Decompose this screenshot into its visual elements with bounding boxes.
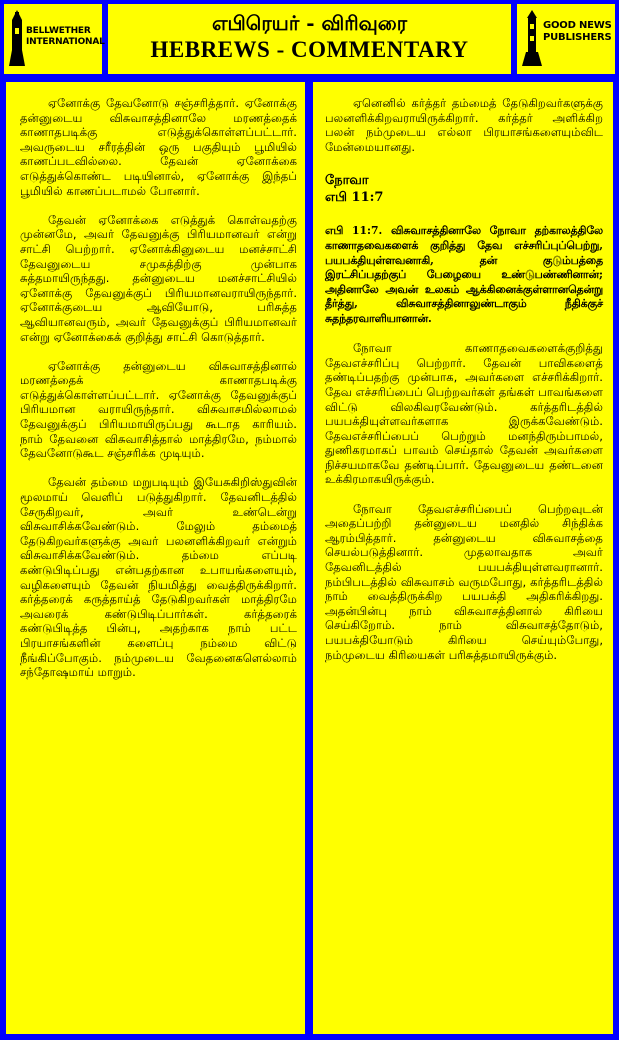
section-heading-name: நோவா [325,173,369,189]
title-english: HEBREWS - COMMENTARY [150,37,469,62]
paragraph: நோவா தேவஎச்சரிப்பைப் பெற்றவுடன் அதைப்பற்றி தன்னுடைய மனதில் சிந்திக்க ஆரம்பித்தார். தன்னுடைய விசுவாசத்தை செயல்படுத்தினார். முதலாவதாக அவர் தேவனிடத்தில் பயபக்தியுள்ளவரானார். நம்பிபடத்தில் விசுவாசம் வருமபோது, கர்த்தரிடத்தில் நாம் வைத்திருக்கிற பயபக்தி அதிகரிக்கிறது. அதன்பின்பு நாம் விசுவாசத்தினால் கிரியை செய்கிறோம். நாம் விசுவாசத்தோடும், பயபக்தியோடும் கிரியை செய்யும்போது, நம்முடைய கிரியைகள் பரிசுத்தமாயிருக்கும். [325,501,603,662]
bell-tower-icon [6,10,28,66]
scripture-verse: எபி 11:7. விசுவாசத்தினாலே நோவா தற்காலத்திலே காணாதவைகளைக் குறித்து தேவ எச்சரிப்புப்பெற்று, பயபக்தியுள்ளவனாகி, தன் குடும்பத்தை இரட்சிப்பதற்குப் பேழையை உண்டுபண்ணினான்; அதினாலே அவன் உலகம் ஆக்கினைக்குள்ளானதென்று தீர்த்து, விசுவாசத்தினாலுண்டாகும் நீதிக்குச் சுதந்தரவாளியானான். [325,224,603,325]
left-column [6,82,305,1034]
lighthouse-icon [520,10,544,66]
good-news-logo-text: GOOD NEWS PUBLISHERS [543,20,612,43]
section-heading-reference: எபி 11:7 [325,190,384,206]
title-box [108,4,511,74]
title-tamil: எபிரெயர் - விரிவுரை [211,11,408,35]
paragraph: தேவன் தம்மை மறுபடியும் இயேசுகிறிஸ்துவின் மூலமாய் வெளிப் படுத்துகிறார். தேவனிடத்தில் சேருகிறவர், அவர் உண்டென்று விசுவாசிக்கவேண்டும். மேலும் தம்மைத் தேடுகிறவர்களுக்கு அவர் பலனளிக்கிறவர் என்றும் விசுவாசிக்கவேண்டும். தம்மை எப்படி கண்டுபிடிப்பது என்பதற்கான உபாயங்களையும், வழிகளையும் தேவன் நியமித்து வைத்திருக்கிறார். கர்த்தரைக் கருத்தாய்த் தேடுகிறவர்கள் மாத்திரமே அவரைக் கண்டுபிடிப்பார்கள். கர்த்தரைக் கண்டுபிடித்த பின்பு, அதற்காக நாம் பட்ட பிரயாசங்களின் களைப்பு நம்மை விட்டு நீங்கிப்போகும். நம்முடைய வேதனைகளெல்லாம் சந்தோஷமாய் மாறும். [20,475,297,680]
section-heading [325,172,603,206]
header [0,0,619,78]
bellwether-logo [4,4,105,74]
bellwether-logo-text: BELLWETHER INTERNATIONAL [26,26,105,47]
right-column [313,82,613,1034]
paragraph: நோவா காணாதவைகளைக்குறித்து தேவஎச்சரிப்பு பெற்றார். தேவன் பாவிகளைத் தண்டிப்பதற்கு முன்பாக, அவர்களை எச்சரிக்கிறார். தேவ எச்சரிப்பைப் பெற்றவர்கள் தங்கள் பாவங்களை விட்டு விலகிவரவேண்டும். கர்த்தரிடத்தில் பயபக்தியுள்ளவர்களாக இருக்கவேண்டும். தேவஎச்சரிப்பைப் பெற்றும் மனந்திரும்பாமல், துணிகரமாகப் பாவம் செய்தால் தேவன் அவர்களை நிச்சயமாகவே தண்டிப்பார். தேவனுடைய தண்டனை உக்கிரமாகயிருக்கும். [325,341,603,487]
good-news-logo [517,4,615,74]
paragraph: ஏனோக்கு தன்னுடைய விசுவாசத்தினால் மரணத்தைக் காணாதபடிக்கு எடுத்துக்கொள்ளப்பட்டார். ஏனோக்கு தேவனுக்குப் பிரியமான வராயிருந்தார். விசுவாசமில்லாமல் தேவனுக்குப் பிரியமாயிருப்பது கூடாத காரியம். நாம் தேவனை விசுவாசித்தால் மாத்திரமே, நம்மால் தேவனோடுகூட சஞ்சரிக்க முடியும். [20,358,297,461]
paragraph: தேவன் ஏனோக்கை எடுத்துக் கொள்வதற்கு முன்னமே, அவர் தேவனுக்கு பிரியமானவர் என்று சாட்சி பெற்றார். ஏனோக்கினுடைய மனச்சாட்சி தேவனுடைய சமுகத்திற்கு முன்பாக சுத்தமாயிருந்தது. தன்னுடைய மனச்சாட்சியில் ஏனோக்கு தேவனுக்குப் பிரியமானவராயிருந்தார். ஏனோக்குடைய ஆவியோடு, பரிசுத்த ஆவியானவரும், அவர் தேவனுக்குப் பிரியமானவர் என்று ஏனோக்கைக் குறித்து சாட்சி கொடுத்தார். [20,212,297,344]
intro-paragraph: ஏனெனில் கர்த்தர் தம்மைத் தேடுகிறவர்களுக்கு பலனளிக்கிறவராயிருக்கிறார். கர்த்தர் அளிக்கிற பலன் நம்முடைய எல்லா பிரயாசங்களையும்விட மேன்மையானது. [325,96,603,154]
paragraph: ஏனோக்கு தேவனோடு சஞ்சரித்தார். ஏனோக்கு தன்னுடைய விசுவாசத்தினாலே மரணத்தைக் காணாதபடிக்கு எடுத்துக்கொள்ளப்பட்டார். அவருடைய சரீரத்தின் ஒரு பகுதியும் பூமியில் காணப்படவில்லை. தேவன் ஏனோக்கை எடுத்துக்கொண்ட படியினால், ஏனோக்கு இந்தப் பூமியில் காணப்படாமல் போனார். [20,96,297,198]
